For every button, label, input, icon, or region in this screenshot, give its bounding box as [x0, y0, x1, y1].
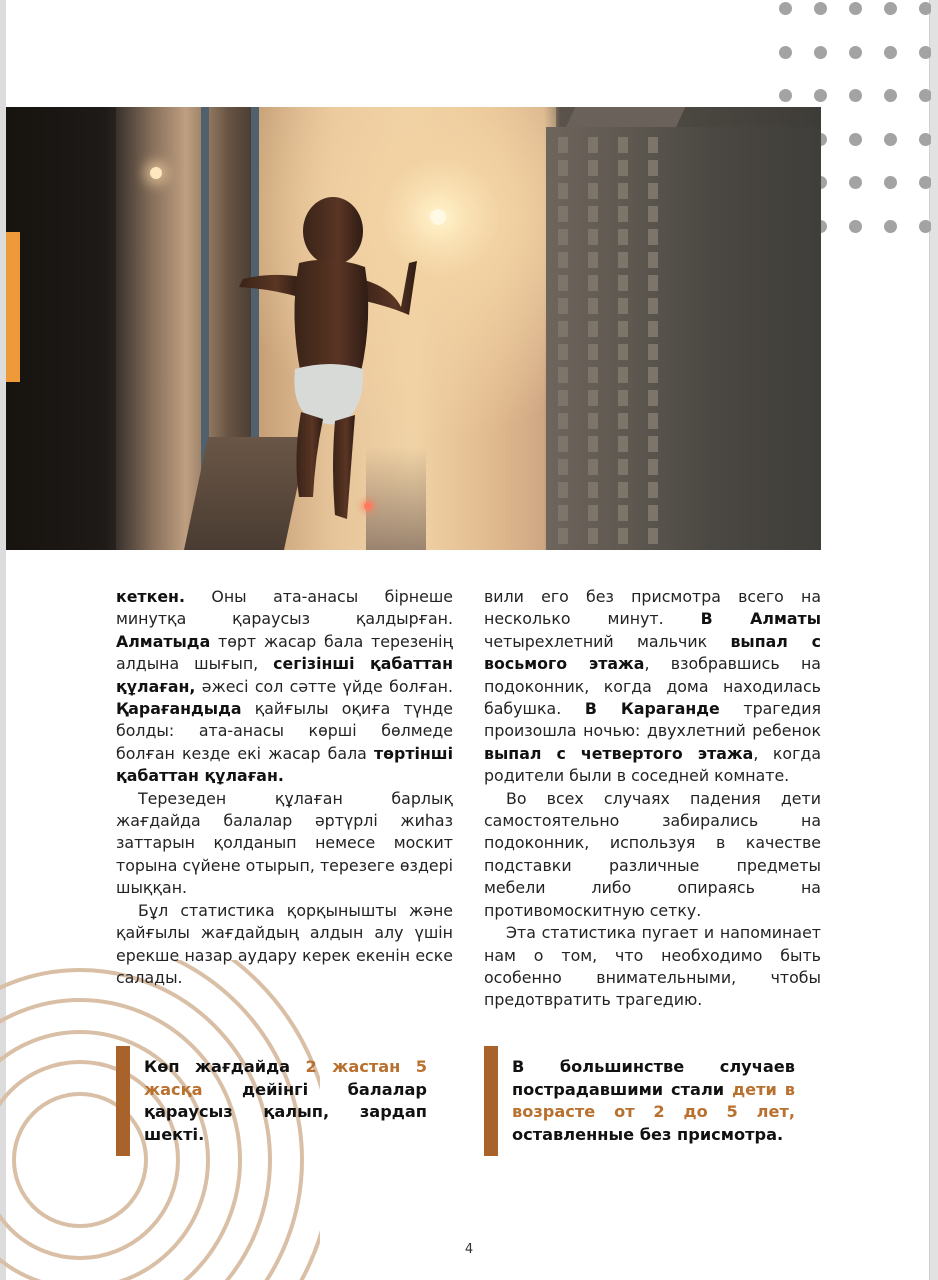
building-window	[618, 459, 628, 475]
decorative-dot	[779, 46, 792, 59]
decorative-dot	[919, 89, 931, 102]
building-window	[588, 137, 598, 153]
building-window	[588, 459, 598, 475]
quote-bar	[484, 1046, 498, 1156]
building-window	[618, 183, 628, 199]
building-window	[618, 390, 628, 406]
text-run: төрт жасар бала терезенің алдына шығып,	[116, 631, 453, 674]
decorative-dot	[919, 46, 931, 59]
decorative-dot	[919, 133, 931, 146]
decorative-dot	[779, 89, 792, 102]
decorative-dot	[884, 220, 897, 233]
decorative-dot	[849, 133, 862, 146]
building-window	[558, 482, 568, 498]
text-run: Көп жағдайда	[144, 1057, 306, 1076]
decorative-dot	[814, 89, 827, 102]
building-window	[558, 275, 568, 291]
building-window	[558, 528, 568, 544]
decorative-dot	[919, 220, 931, 233]
decorative-dot	[919, 176, 931, 189]
quote-highlight: 2 жастан 5 жасқа	[144, 1057, 428, 1099]
building-window	[558, 298, 568, 314]
building-window	[588, 206, 598, 222]
decorative-dot	[884, 133, 897, 146]
orange-side-tab	[6, 232, 20, 382]
decorative-dot	[884, 176, 897, 189]
building-window	[648, 390, 658, 406]
building-window	[558, 160, 568, 176]
sun-reflection-icon	[150, 167, 162, 179]
bold-phrase: Алматыда	[116, 631, 211, 651]
bold-phrase: В Караганде	[584, 699, 720, 719]
photo-building	[546, 127, 821, 550]
building-window	[648, 183, 658, 199]
building-window	[558, 183, 568, 199]
decorative-dot	[884, 46, 897, 59]
building-window	[648, 436, 658, 452]
quote-bar	[116, 1046, 130, 1156]
text-run: Оны ата-анасы бірнеше минутқа қараусыз қалдырған.	[116, 587, 453, 629]
building-window	[588, 229, 598, 245]
decorative-dot	[849, 46, 862, 59]
bold-phrase: В Алматы	[700, 609, 821, 629]
building-window	[648, 321, 658, 337]
text-run: оставленные без присмотра.	[512, 1124, 784, 1144]
building-window	[618, 298, 628, 314]
building-window	[618, 206, 628, 222]
building-window	[618, 528, 628, 544]
decorative-dot	[919, 2, 931, 15]
hero-photo	[6, 107, 821, 550]
kazakh-text-column	[116, 586, 453, 989]
bold-phrase: Қарағандыда	[116, 699, 242, 719]
building-window	[648, 137, 658, 153]
text-run: В большинстве случаев пострадавшими стали	[512, 1057, 795, 1099]
building-window	[648, 344, 658, 360]
decorative-dot	[814, 2, 827, 15]
building-window	[558, 413, 568, 429]
building-window	[648, 482, 658, 498]
building-window	[558, 321, 568, 337]
decorative-dot	[884, 89, 897, 102]
kazakh-paragraph-2: Терезеден құлаған барлық жағдайда балалар әртүрлі жиһаз заттарын қолданып немесе москит торына сүйене отырып, терезеге өздері шыққан.	[116, 788, 453, 898]
building-window	[588, 252, 598, 268]
bold-phrase: выпал с четвертого этажа	[484, 743, 754, 763]
building-window	[648, 206, 658, 222]
text-run: әжесі сол сәтте үйде болған.	[195, 676, 453, 696]
russian-paragraph-2: Во всех случаях падения дети самостоятельно забирались на подоконник, используя в качестве подставки различные предметы мебели либо опираясь на противомоскитную сетку.	[484, 788, 821, 920]
building-window	[588, 344, 598, 360]
building-window	[618, 482, 628, 498]
baby-silhouette-icon	[231, 197, 421, 527]
building-window	[558, 206, 568, 222]
text-run: вили его без присмотра всего на несколько минут.	[484, 587, 821, 629]
building-window	[588, 482, 598, 498]
text-run: четырехлетний мальчик	[484, 631, 731, 651]
bold-phrase: выпал с восьмого этажа	[484, 631, 821, 674]
building-window	[558, 505, 568, 521]
building-window	[618, 505, 628, 521]
text-run: қайғылы оқиға түнде болды: ата-анасы көрші бөлмеде болған кезде екі жасар бала	[116, 699, 453, 763]
quote-text	[144, 1056, 427, 1146]
building-window	[648, 252, 658, 268]
building-window	[648, 160, 658, 176]
building-window	[648, 528, 658, 544]
building-window	[648, 275, 658, 291]
building-window	[648, 298, 658, 314]
decorative-dot	[779, 2, 792, 15]
building-window	[588, 275, 598, 291]
building-window	[588, 413, 598, 429]
building-window	[618, 275, 628, 291]
building-window	[618, 413, 628, 429]
building-window	[588, 528, 598, 544]
text-run: дейінгі балалар қараусыз қалып, зардап шекті.	[144, 1079, 427, 1144]
decorative-dot	[849, 2, 862, 15]
building-window	[588, 390, 598, 406]
kazakh-paragraph-1	[116, 586, 453, 788]
building-window	[558, 252, 568, 268]
building-window	[618, 436, 628, 452]
decorative-dot	[849, 89, 862, 102]
russian-pull-quote	[484, 1046, 796, 1156]
building-window	[588, 367, 598, 383]
building-window	[618, 229, 628, 245]
russian-paragraph-1	[484, 586, 821, 788]
building-window	[588, 321, 598, 337]
building-window	[588, 160, 598, 176]
kazakh-pull-quote	[116, 1046, 428, 1156]
building-window	[618, 367, 628, 383]
building-window	[648, 367, 658, 383]
page-number: 4	[464, 1242, 474, 1257]
building-window	[618, 252, 628, 268]
russian-text-column	[484, 586, 821, 1012]
building-window	[648, 413, 658, 429]
building-window	[618, 160, 628, 176]
quote-text	[512, 1056, 795, 1146]
sun-icon	[430, 209, 446, 225]
building-window	[648, 505, 658, 521]
text-run: трагедия произошла ночью: двухлетний ребенок	[484, 699, 821, 741]
decorative-dot	[814, 46, 827, 59]
decorative-dot	[884, 2, 897, 15]
quote-highlight: дети в возрасте от 2 до 5 лет,	[512, 1079, 796, 1121]
building-window	[648, 459, 658, 475]
building-window	[648, 229, 658, 245]
decorative-dot	[849, 176, 862, 189]
building-window	[558, 367, 568, 383]
building-window	[618, 344, 628, 360]
building-window	[558, 390, 568, 406]
russian-paragraph-3: Эта статистика пугает и напоминает нам о том, что необходимо быть особенно внимательными, чтобы предотвратить трагедию.	[484, 923, 821, 1010]
text-run: , взобравшись на подоконник, когда дома находилась бабушка.	[484, 654, 821, 719]
text-run: , когда родители были в соседней комнате.	[484, 743, 821, 786]
bold-phrase: төртінші қабаттан құлаған.	[116, 743, 453, 786]
building-window	[558, 229, 568, 245]
building-window	[588, 505, 598, 521]
building-window	[618, 321, 628, 337]
kazakh-paragraph-3: Бұл статистика қорқынышты және қайғылы жағдайдың алдын алу үшін ерекше назар аудару керек екенін еске салады.	[116, 900, 453, 987]
building-window	[558, 459, 568, 475]
decorative-dot	[849, 220, 862, 233]
building-window	[588, 298, 598, 314]
bold-phrase: сегізінші қабаттан құлаған,	[116, 654, 453, 696]
building-window	[588, 183, 598, 199]
building-window	[558, 137, 568, 153]
building-window	[558, 436, 568, 452]
building-window	[588, 436, 598, 452]
building-window	[618, 137, 628, 153]
bold-phrase: кеткен.	[116, 587, 185, 606]
building-window	[558, 344, 568, 360]
